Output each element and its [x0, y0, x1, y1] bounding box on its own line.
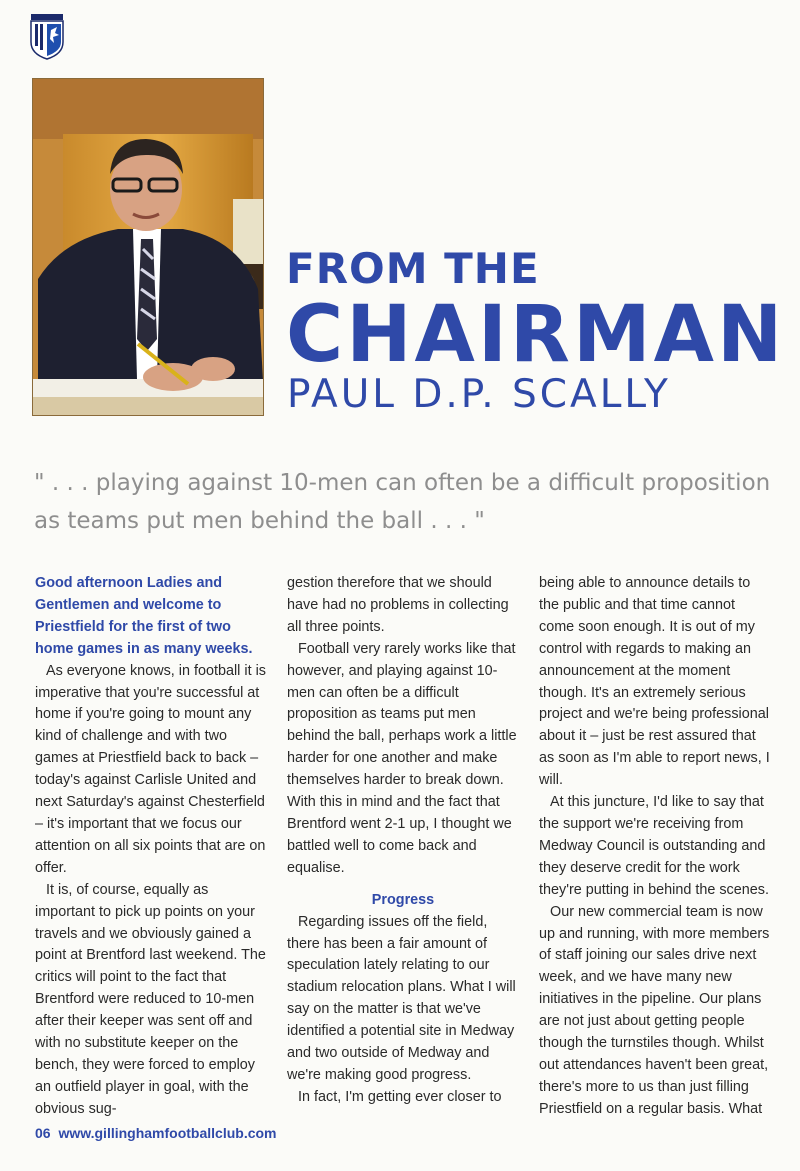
body-paragraph: It is, of course, equally as important to pick up points on your travels and we obviously gained a point at Brentford last weekend. The critics will point to the fact that Brentford were reduced to 10-men after their keeper was sent off and with no substitute keeper on the bench, they were forced to employ an outfield player in goal, with the obvious sug- [35, 881, 266, 1117]
article-column-3 [539, 573, 771, 1121]
section-heading: Progress [371, 891, 435, 908]
headline-line2: CHAIRMAN [286, 290, 786, 380]
body-paragraph: In fact, I'm getting ever closer to [298, 1088, 502, 1105]
chairman-photo [32, 78, 264, 416]
body-paragraph: gestion therefore that we should have had no problems in collecting all three points. [287, 575, 509, 635]
footer-url[interactable]: www.gillinghamfootballclub.com [58, 1125, 277, 1141]
byline: PAUL D.P. SCALLY [287, 372, 671, 417]
club-crest-icon [30, 14, 64, 60]
body-paragraph: Regarding issues off the field, there has been a fair amount of speculation lately relating to our stadium relocation plans. What I will say on the matter is that we've identified a potential site in Medway and two outside of Medway and we're making good progress. [287, 913, 516, 1083]
body-paragraph: As everyone knows, in football it is imperative that you're successful at home if you're going to mount any kind of challenge and with two games at Priestfield back to back – today's against Carlisle United and next Saturday's against Chesterfield – it's important that we focus our attention on all six points that are on offer. [35, 662, 266, 876]
headline-line1: FROM THE [286, 244, 540, 293]
body-paragraph: At this juncture, I'd like to say that the support we're receiving from Medway Council is outstanding and they deserve credit for the work they're putting in behind the scenes. [539, 794, 769, 898]
article-column-1 [35, 573, 267, 1121]
page-number: 06 [35, 1125, 51, 1141]
article-column-2 [287, 573, 519, 1109]
body-paragraph: being able to announce details to the public and that time cannot come soon enough. It is out of my control with regards to making an announcement at the moment though. It's an extremely serious project and we're being professional about it – just be rest assured that as soon as I'm able to report news, I will. [539, 575, 770, 789]
page-footer [35, 1125, 277, 1141]
body-paragraph: Our new commercial team is now up and running, with more members of staff joining our sales drive next week, and we have many new initiatives in the pipeline. Our plans are not just about getting people though the turnstiles though. Whilst out attendances haven't been great, there's more to us than just filling Priestfield on a regular basis. What [539, 903, 770, 1117]
lead-paragraph: Good afternoon Ladies and Gentlemen and welcome to Priestfield for the first of two home games in as many weeks. [35, 575, 253, 657]
body-paragraph: Football very rarely works like that however, and playing against 10-men can often be a difficult proposition as teams put men behind the ball, perhaps work a little harder for one another and make themselves harder to break down. With this in mind and the fact that Brentford went 2-1 up, I thought we battled well to come back and equalise. [287, 640, 517, 876]
pull-quote: " . . . playing against 10-men can often be a difficult proposition as teams put men behind the ball . . . " [34, 470, 771, 534]
